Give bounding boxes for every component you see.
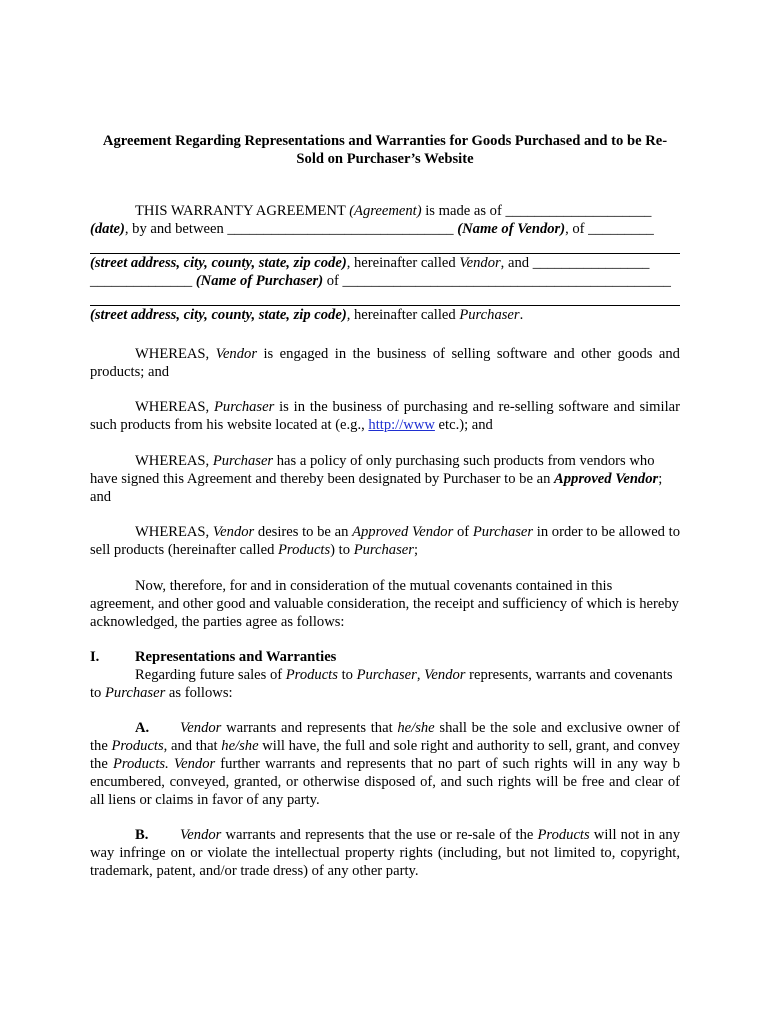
whereas-paragraph-1: WHEREAS, Vendor is engaged in the business of selling software and other goods and products; and: [90, 346, 680, 380]
whereas-paragraph-4: WHEREAS, Vendor desires to be an Approved Vendor of Purchaser in order to be allowed to sell products (hereinafter called Products) to Purchaser;: [90, 524, 681, 558]
document-title: Agreement Regarding Representations and Warranties for Goods Purchased and to be Re-Sold on Purchaser’s Website: [102, 133, 668, 167]
blank-line: [90, 290, 680, 306]
website-link[interactable]: http://www: [368, 417, 435, 433]
section-number: I.: [90, 649, 100, 665]
blank-line: [90, 238, 680, 254]
whereas-paragraph-3: WHEREAS, Purchaser has a policy of only purchasing such products from vendors who have signed this Agreement and thereby been designated by Purchaser to be an Approved Vendor; and: [90, 453, 663, 505]
clause-b: B. Vendor warrants and represents that the use or re-sale of the Products will not in any way infringe on or violate the intellectual property rights (including, but not limited to, copyright, trademark, patent, and/or trade dress) of any other party.: [90, 827, 680, 879]
clause-label: A.: [135, 720, 150, 736]
section-heading: Representations and Warranties: [135, 649, 337, 665]
clause-label: B.: [135, 827, 149, 843]
intro-paragraph: THIS WARRANTY AGREEMENT (Agreement) is made as of ____________________ (date), by and between _______________________________ (Name of Vendor), of _________ (street address, city, county, state, zip code), hereinafter called Vendor, and ________________ ______________ (Name of Purchaser) of _____________________________________________ (street address, city, county, state, zip code), hereinafter called Purchaser.: [90, 202, 680, 324]
section-1: I. Representations and Warranties Regarding future sales of Products to Purchaser, Vendor represents, warrants and covenants to Purchaser as follows:: [90, 649, 673, 701]
whereas-paragraph-2: WHEREAS, Purchaser is in the business of purchasing and re-selling software and similar such products from his website located at (e.g., http://www etc.); and: [90, 399, 680, 433]
clause-a: A. Vendor warrants and represents that he/she shall be the sole and exclusive owner of the Products, and that he/she will have, the full and sole right and authority to sell, grant, and convey the Products. Vendor further warrants and represents that no part of such rights will in any way b encumbered, conveyed, granted, or otherwise disposed of, and such rights will be free and clear of all liens or claims in favor of any party.: [90, 720, 680, 808]
now-therefore-paragraph: Now, therefore, for and in consideration of the mutual covenants contained in this agreement, and other good and valuable consideration, the receipt and sufficiency of which is hereby acknowledged, the parties agree as follows:: [90, 578, 679, 630]
